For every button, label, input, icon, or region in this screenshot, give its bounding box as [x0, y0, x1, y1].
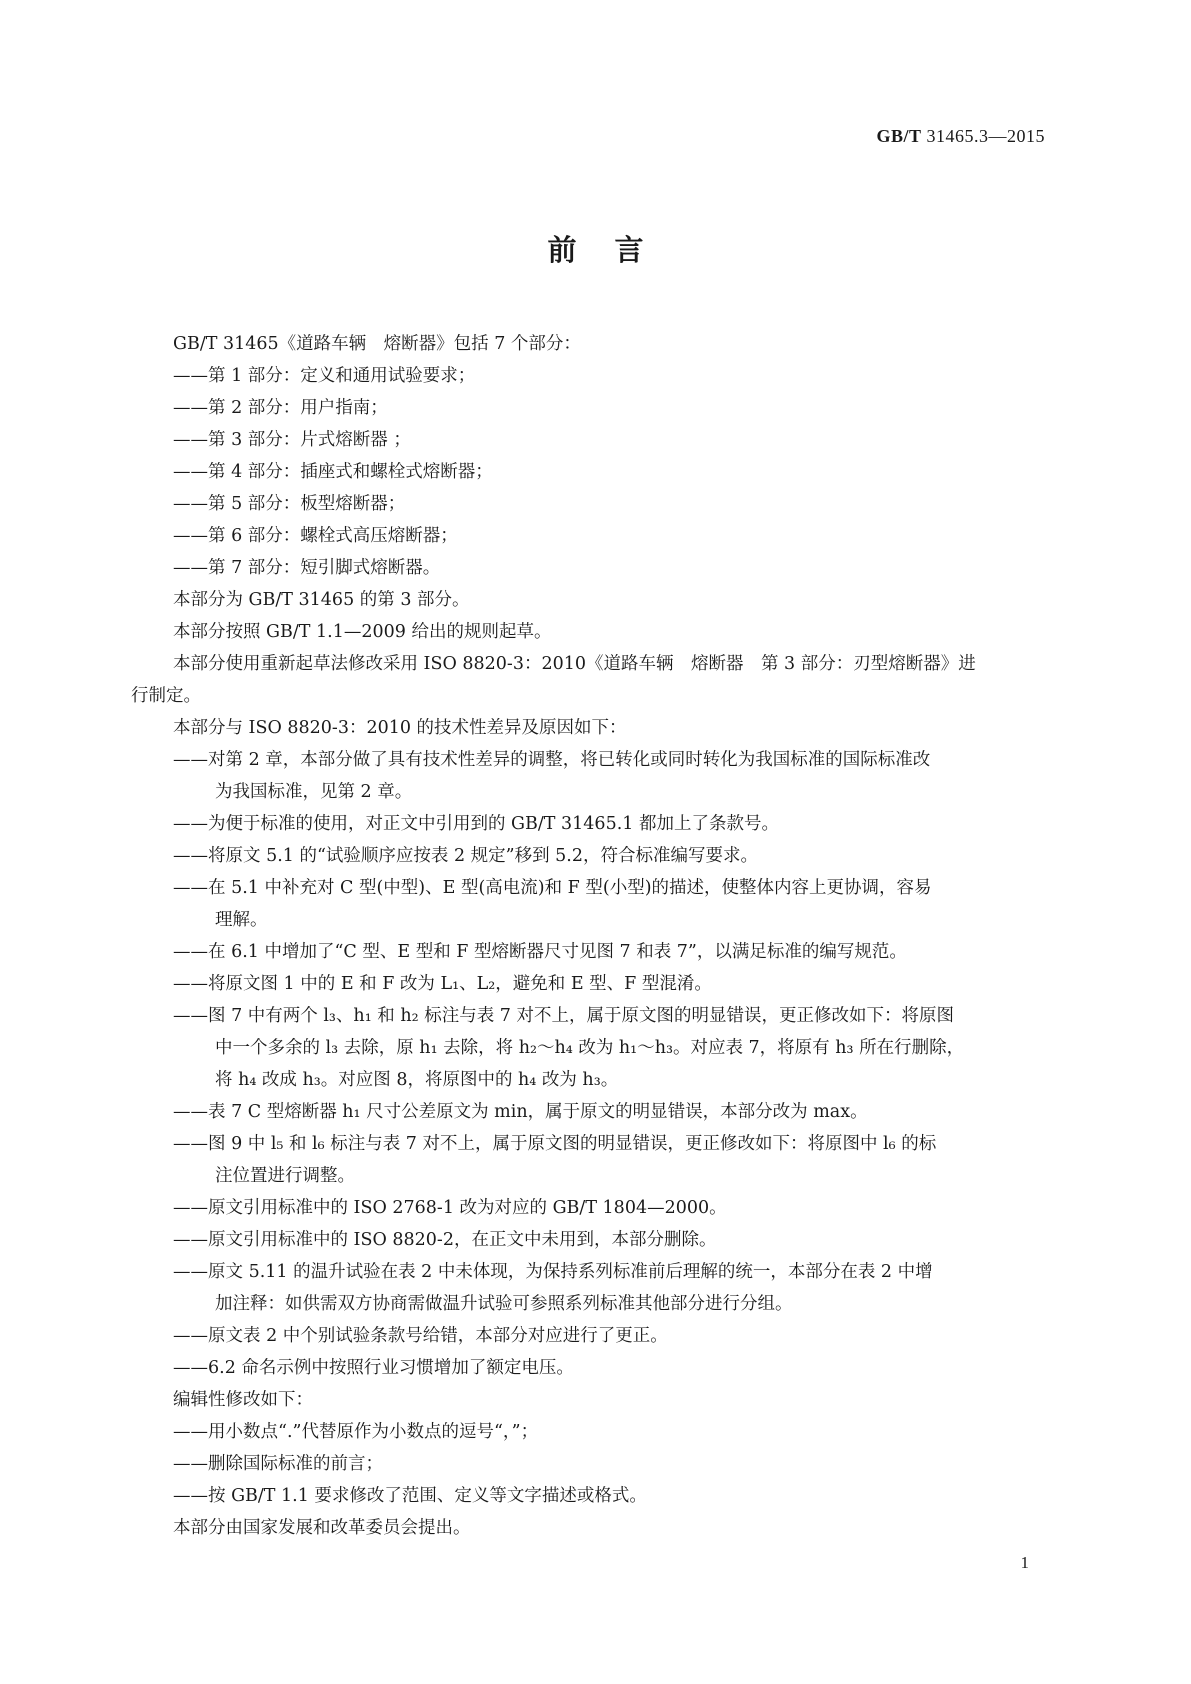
list-item: ——第 4 部分：插座式和螺栓式熔断器；: [173, 462, 493, 482]
list-item: ——第 3 部分：片式熔断器 ；: [173, 430, 411, 450]
list-item: ——第 7 部分：短引脚式熔断器。: [173, 558, 441, 578]
page-number: 1: [1020, 1553, 1029, 1572]
standard-number-header: [876, 126, 1045, 147]
list-item-continuation: 理解。: [215, 910, 268, 930]
text-line: 本部分与 ISO 8820-3：2010 的技术性差异及原因如下：: [173, 718, 627, 738]
list-item: ——为便于标准的使用，对正文中引用到的 GB/T 31465.1 都加上了条款号。: [173, 814, 779, 834]
list-item: ——原文 5.11 的温升试验在表 2 中未体现，为保持系列标准前后理解的统一，本部分在表 2 中增: [173, 1262, 933, 1282]
list-item-continuation: 加注释：如供需双方协商需做温升试验可参照系列标准其他部分进行分组。: [215, 1294, 793, 1314]
list-item: ——用小数点“.”代替原作为小数点的逗号“，”；: [173, 1422, 539, 1442]
list-item: ——将原文 5.1 的“试验顺序应按表 2 规定”移到 5.2，符合标准编写要求。: [173, 846, 759, 866]
text-line: 本部分按照 GB/T 1.1—2009 给出的规则起草。: [173, 622, 552, 642]
list-item: ——6.2 命名示例中按照行业习惯增加了额定电压。: [173, 1358, 574, 1378]
page-title: 前言: [547, 233, 682, 267]
list-item: ——第 2 部分：用户指南；: [173, 398, 388, 418]
list-item: ——第 1 部分：定义和通用试验要求；: [173, 366, 476, 386]
list-item: ——在 5.1 中补充对 C 型(中型)、E 型(高电流)和 F 型(小型)的描述，使整体内容上更协调，容易: [173, 878, 932, 898]
foreword-body: [131, 328, 1055, 1544]
list-item-continuation: 将 h₄ 改成 h₃。对应图 8，将原图中的 h₄ 改为 h₃。: [215, 1070, 619, 1090]
list-item: ——按 GB/T 1.1 要求修改了范围、定义等文字描述或格式。: [173, 1486, 647, 1506]
list-item: ——将原文图 1 中的 E 和 F 改为 L₁、L₂，避免和 E 型、F 型混淆。: [173, 974, 712, 994]
list-item: ——删除国际标准的前言；: [173, 1454, 383, 1474]
list-item: ——图 9 中 l₅ 和 l₆ 标注与表 7 对不上，属于原文图的明显错误，更正修改如下：将原图中 l₆ 的标: [173, 1134, 937, 1154]
list-item: ——原文引用标准中的 ISO 2768-1 改为对应的 GB/T 1804—2000。: [173, 1198, 727, 1218]
list-item: ——原文引用标准中的 ISO 8820-2，在正文中未用到，本部分删除。: [173, 1230, 717, 1250]
standard-number: 31465.3—2015: [926, 126, 1045, 146]
list-item-continuation: 为我国标准，见第 2 章。: [215, 782, 413, 802]
text-line: 编辑性修改如下：: [173, 1390, 313, 1410]
list-item: ——原文表 2 中个别试验条款号给错，本部分对应进行了更正。: [173, 1326, 668, 1346]
list-item-continuation: 中一个多余的 l₃ 去除，原 h₁ 去除，将 h₂～h₄ 改为 h₁～h₃。对应表 7，将原有 h₃ 所在行删除，: [215, 1038, 965, 1058]
list-item: ——对第 2 章，本部分做了具有技术性差异的调整，将已转化或同时转化为我国标准的国际标准改: [173, 750, 931, 770]
list-item: ——在 6.1 中增加了“C 型、E 型和 F 型熔断器尺寸见图 7 和表 7”，以满足标准的编写规范。: [173, 942, 907, 962]
text-line: 行制定。: [131, 686, 201, 706]
text-line: 本部分由国家发展和改革委员会提出。: [173, 1518, 471, 1538]
list-item-continuation: 注位置进行调整。: [215, 1166, 355, 1186]
text-line: 本部分使用重新起草法修改采用 ISO 8820-3：2010《道路车辆 熔断器 第 3 部分：刃型熔断器》进: [173, 654, 976, 674]
text-line: GB/T 31465《道路车辆 熔断器》包括 7 个部分：: [173, 334, 581, 354]
list-item: ——表 7 C 型熔断器 h₁ 尺寸公差原文为 min，属于原文的明显错误，本部分改为 max。: [173, 1102, 868, 1122]
list-item: ——第 6 部分：螺栓式高压熔断器；: [173, 526, 458, 546]
list-item: ——图 7 中有两个 l₃、h₁ 和 h₂ 标注与表 7 对不上，属于原文图的明显错误，更正修改如下：将原图: [173, 1006, 954, 1026]
standard-prefix: GB/T: [876, 126, 922, 146]
list-item: ——第 5 部分：板型熔断器；: [173, 494, 406, 514]
text-line: 本部分为 GB/T 31465 的第 3 部分。: [173, 590, 470, 610]
